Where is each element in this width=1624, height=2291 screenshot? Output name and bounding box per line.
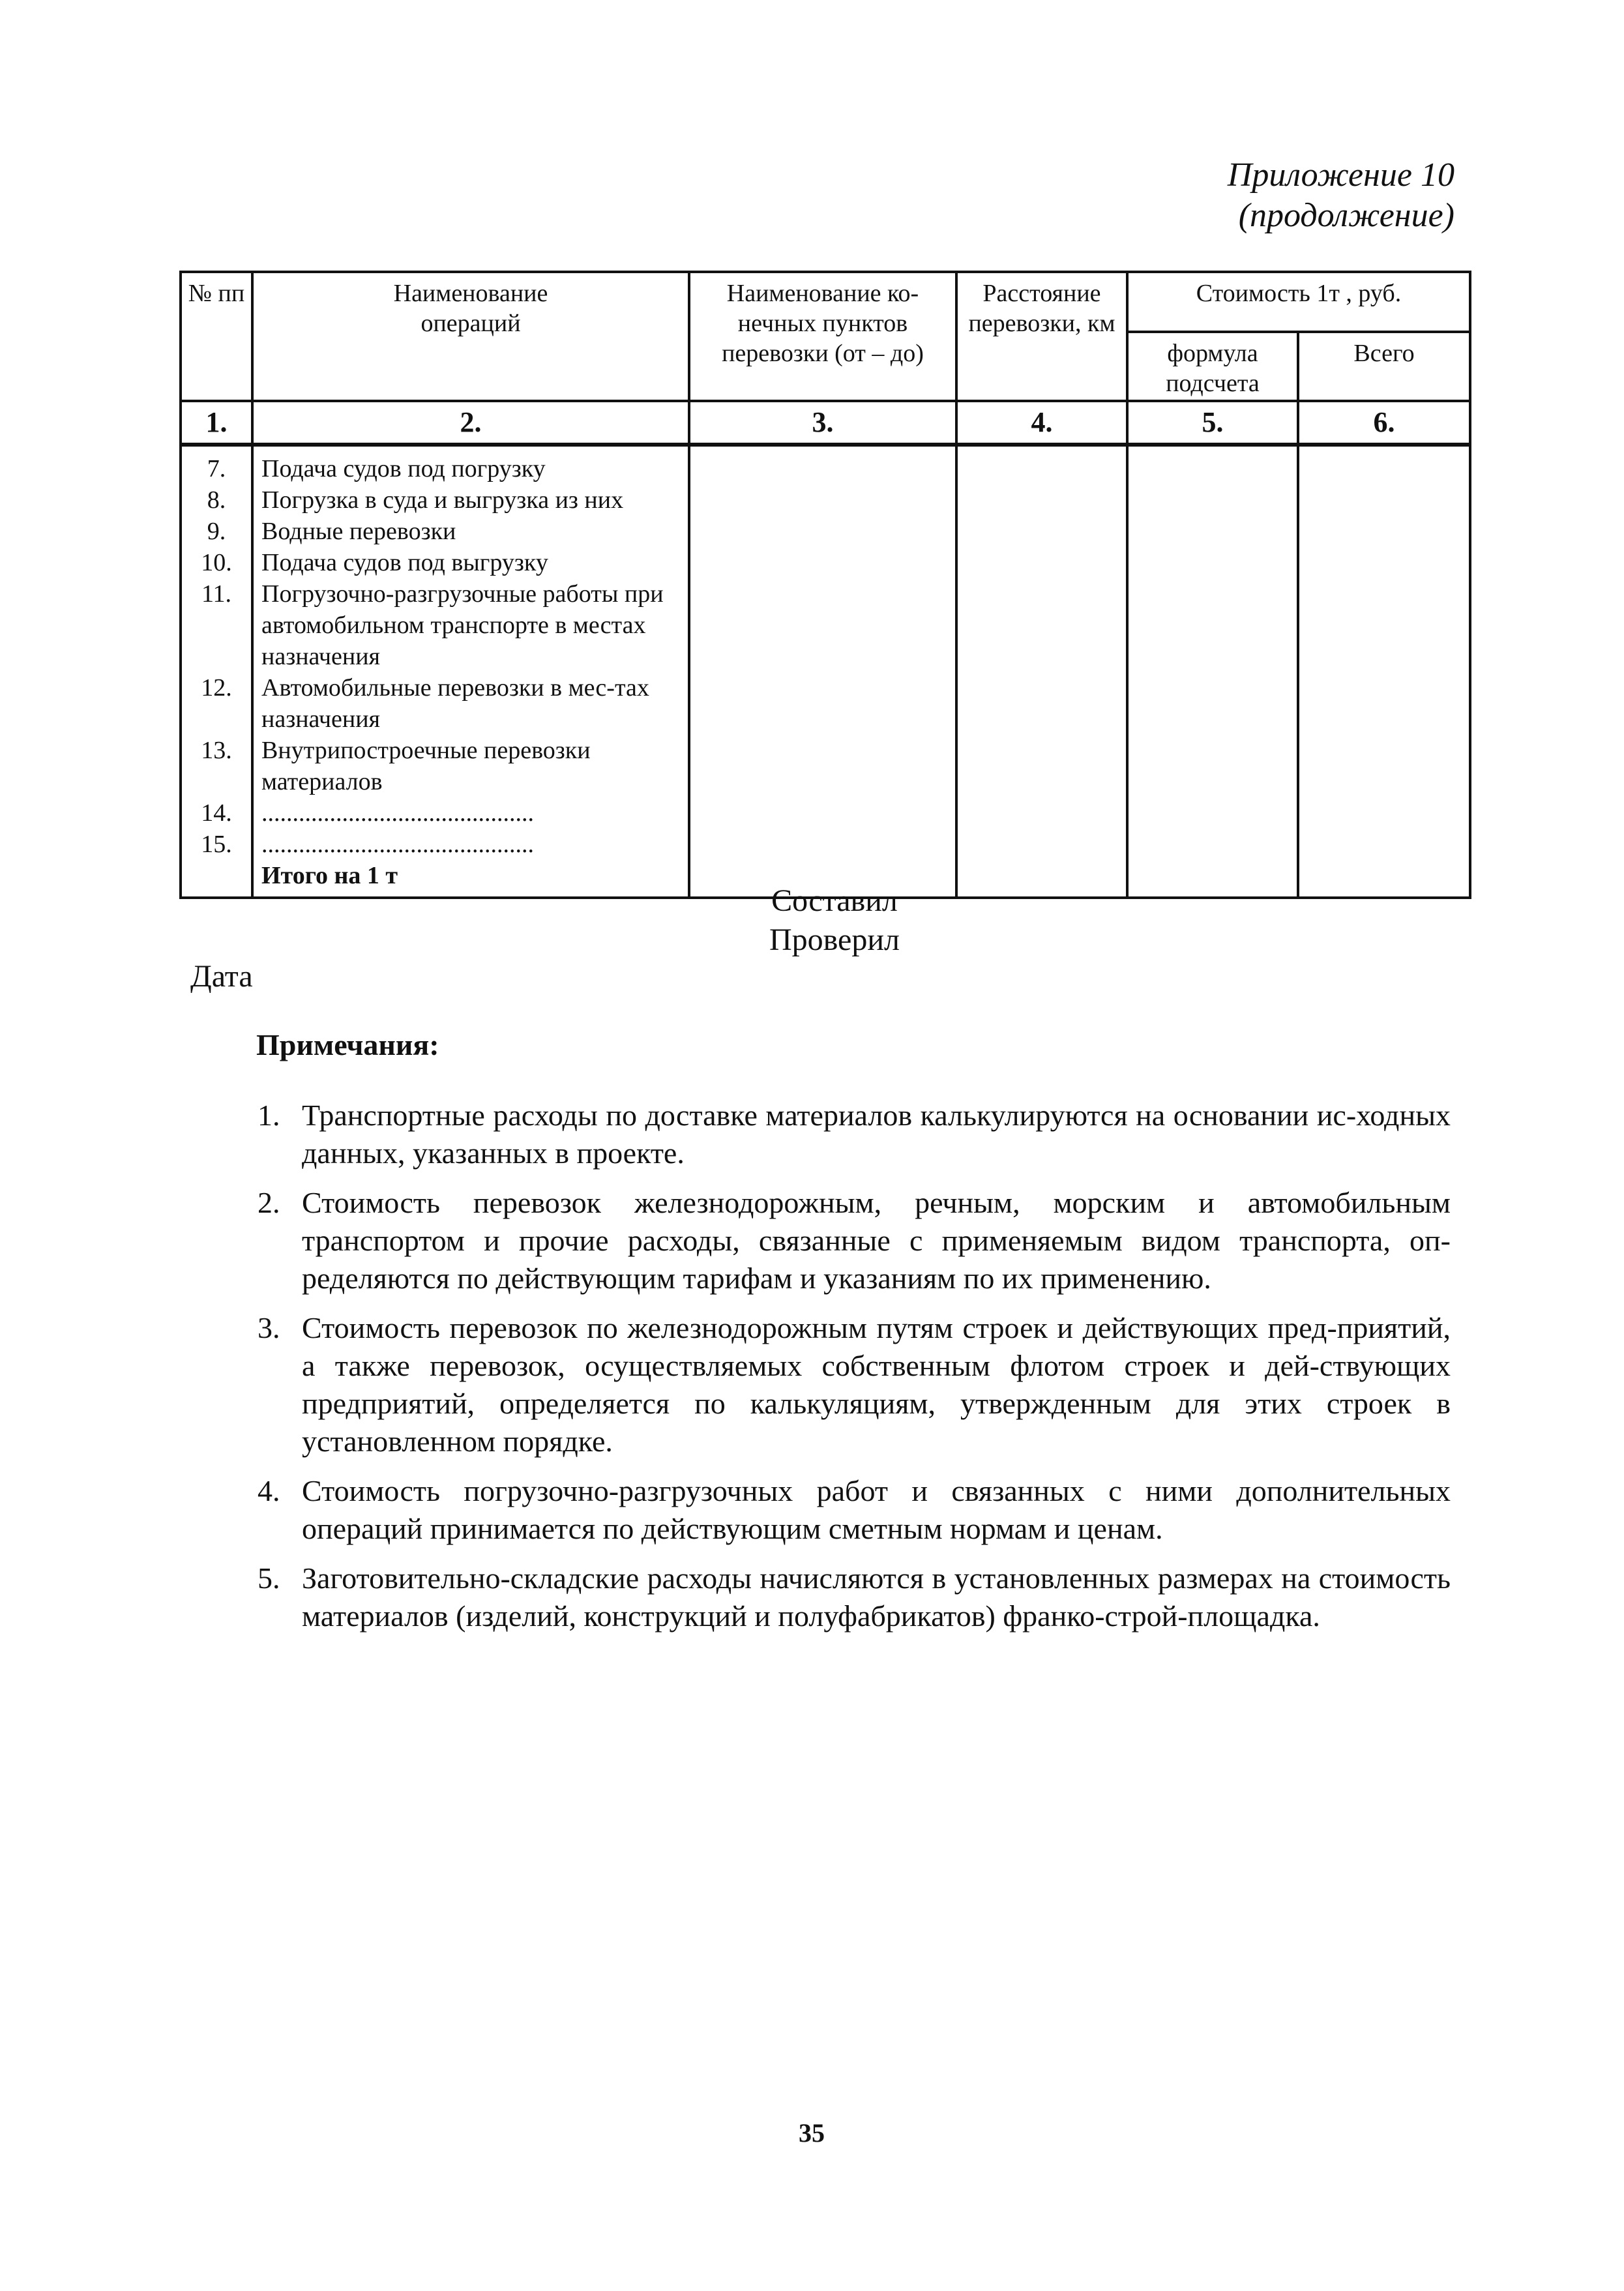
operation-name: Водные перевозки	[261, 518, 456, 545]
row-number: 12.	[201, 674, 232, 702]
note-text: Транспортные расходы по доставке материалов калькулируются на основании ис-ходных данных, указанных в проекте.	[302, 1099, 1451, 1170]
column-number: 2.	[252, 401, 689, 445]
operation-name: ............................................	[261, 831, 534, 858]
row-number: 15.	[201, 831, 232, 858]
note-text: Стоимость погрузочно-разгрузочных работ и связанных с ними дополнительных операций принимается по действующим сметным нормам и ценам.	[302, 1474, 1451, 1545]
note-item	[258, 1472, 1451, 1548]
formula-cell	[1127, 445, 1298, 898]
operation-name: Подача судов под погрузку	[261, 455, 546, 482]
header-end-points: Наименование ко-нечных пунктов перевозки (от – до)	[689, 272, 956, 401]
row-number: 14.	[201, 799, 232, 827]
column-number: 5.	[1127, 401, 1298, 445]
checked-by-label: Проверил	[769, 923, 900, 957]
column-number: 4.	[956, 401, 1127, 445]
note-number: 4.	[258, 1474, 280, 1507]
operation-name: Внутрипостроечные перевозки материалов	[261, 737, 591, 795]
operation-name: Погрузочно-разгрузочные работы при автомобильном транспорте в местах назначения	[261, 580, 664, 670]
operation-name: Подача судов под выгрузку	[261, 549, 548, 576]
header-distance: Расстояние перевозки, км	[956, 272, 1127, 401]
total-cell	[1298, 445, 1470, 898]
notes-list	[258, 1097, 1451, 1647]
operation-name: ............................................	[261, 799, 534, 827]
row-number: 10.	[201, 549, 232, 576]
appendix-header	[1228, 155, 1454, 236]
header-formula: формула подсчета	[1127, 332, 1298, 401]
notes-title: Примечания:	[256, 1028, 439, 1061]
note-text: Стоимость перевозок железнодорожным, речным, морским и автомобильным транспортом и прочие расходы, связанные с применяемым видом транспорта, оп-ределяются по действующим тарифам и указаниям по их применению.	[302, 1186, 1451, 1295]
note-number: 3.	[258, 1311, 280, 1344]
row-number: 8.	[207, 486, 226, 514]
transport-cost-table	[179, 271, 1471, 899]
row-number: 7.	[207, 455, 226, 482]
page-number: 35	[799, 2118, 825, 2148]
note-item	[258, 1097, 1451, 1172]
note-item	[258, 1559, 1451, 1635]
note-text: Заготовительно-складские расходы начисляются в установленных размерах на стоимость материалов (изделий, конструкций и полуфабрикатов) франко-строй-площадка.	[302, 1561, 1451, 1633]
signoff-block	[756, 881, 913, 960]
row-number: 9.	[207, 518, 226, 545]
table-body-row	[181, 445, 1470, 898]
note-number: 2.	[258, 1186, 280, 1219]
note-item	[258, 1309, 1451, 1460]
header-operations: Наименование операций	[252, 272, 689, 401]
row-number: 11.	[201, 580, 232, 608]
appendix-continuation: (продолжение)	[1238, 197, 1454, 234]
operations-cell	[252, 445, 689, 898]
operation-name: Автомобильные перевозки в мес-тах назначения	[261, 674, 649, 733]
row-numbers-cell	[181, 445, 252, 898]
header-num: № пп	[181, 272, 252, 401]
column-number: 6.	[1298, 401, 1470, 445]
note-text: Стоимость перевозок по железнодорожным путям строек и действующих пред-приятий, а также перевозок, осуществляемых собственным флотом строек и дей-ствующих предприятий, определяется по калькуляциям, утвержденным для этих строек в установленном порядке.	[302, 1311, 1451, 1458]
table-header-row	[181, 272, 1470, 332]
end-points-cell	[689, 445, 956, 898]
header-total: Всего	[1298, 332, 1470, 401]
table-total-label: Итого на 1 т	[261, 862, 398, 889]
date-label: Дата	[190, 959, 253, 994]
column-number: 1.	[181, 401, 252, 445]
operation-name: Погрузка в суда и выгрузка из них	[261, 486, 624, 514]
appendix-title: Приложение 10	[1227, 156, 1454, 194]
header-cost: Стоимость 1т , руб.	[1127, 272, 1470, 332]
note-number: 1.	[258, 1099, 280, 1132]
column-number: 3.	[689, 401, 956, 445]
compiled-by-label: Составил	[771, 883, 898, 918]
distance-cell	[956, 445, 1127, 898]
column-number-row	[181, 401, 1470, 445]
note-number: 5.	[258, 1561, 280, 1595]
note-item	[258, 1184, 1451, 1297]
row-number: 13.	[201, 737, 232, 764]
